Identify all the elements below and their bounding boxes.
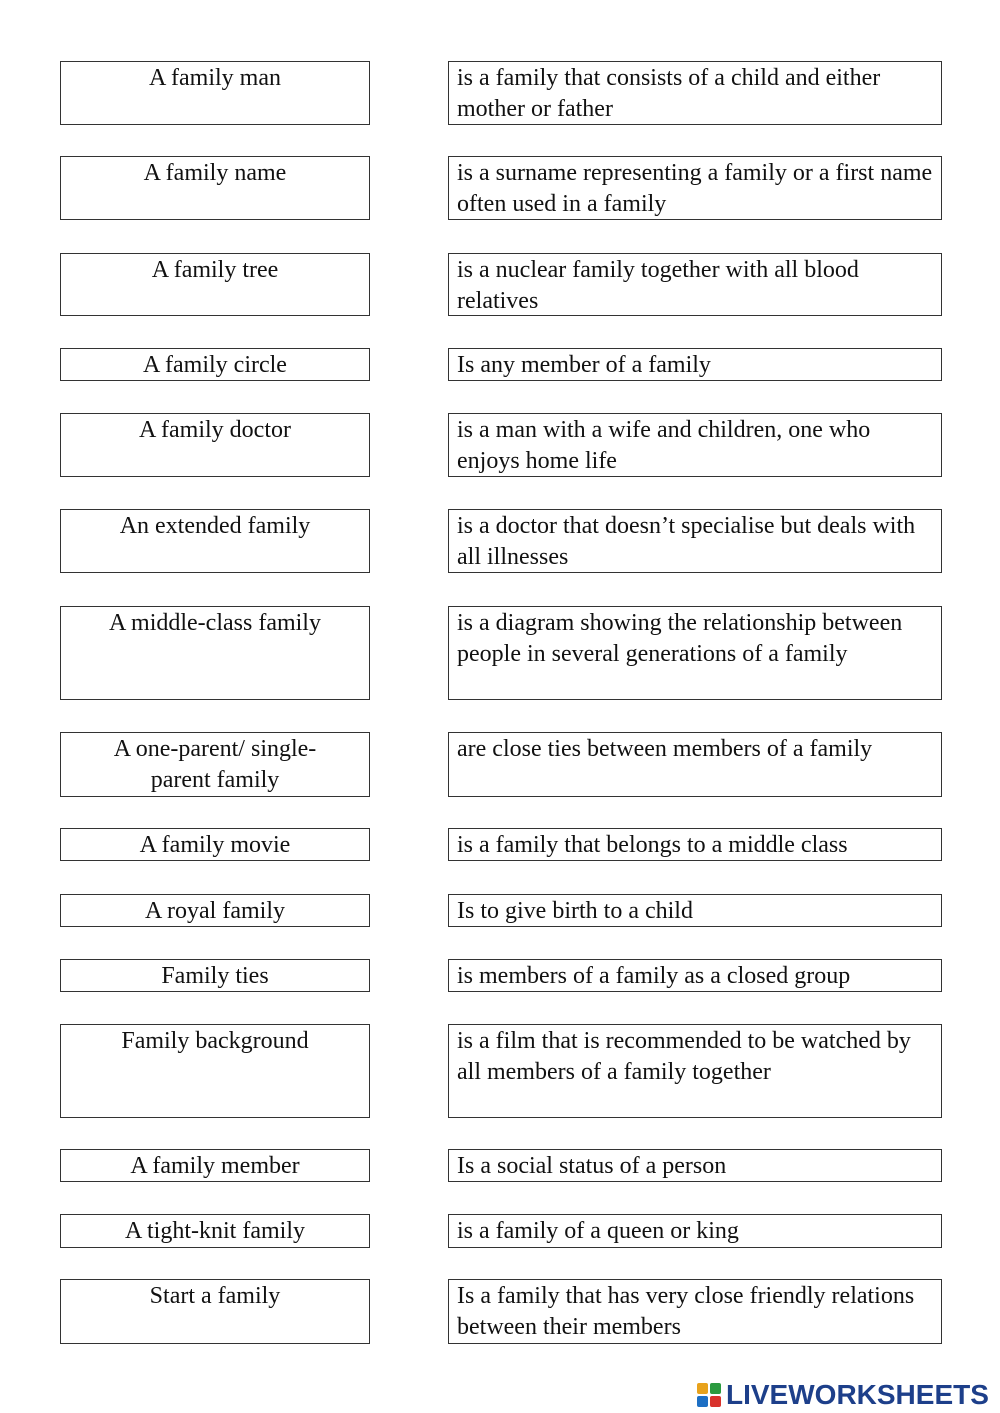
- definition-box-5[interactable]: is a man with a wife and children, one who enjoys home life: [448, 413, 942, 477]
- term-box-2[interactable]: A family name: [60, 156, 370, 220]
- definition-box-14[interactable]: is a family of a queen or king: [448, 1214, 942, 1248]
- term-box-7[interactable]: A middle-class family: [60, 606, 370, 700]
- term-box-3[interactable]: A family tree: [60, 253, 370, 316]
- liveworksheets-wordmark: LIVEWORKSHEETS: [726, 1379, 989, 1410]
- term-box-10[interactable]: A royal family: [60, 894, 370, 927]
- definition-box-7[interactable]: is a diagram showing the relationship between people in several generations of a family: [448, 606, 942, 700]
- term-box-8[interactable]: A one-parent/ single-parent family: [60, 732, 370, 797]
- definition-box-11[interactable]: is members of a family as a closed group: [448, 959, 942, 992]
- term-box-14[interactable]: A tight-knit family: [60, 1214, 370, 1248]
- term-box-11[interactable]: Family ties: [60, 959, 370, 992]
- definition-box-13[interactable]: Is a social status of a person: [448, 1149, 942, 1182]
- term-box-9[interactable]: A family movie: [60, 828, 370, 861]
- term-box-6[interactable]: An extended family: [60, 509, 370, 573]
- definition-box-8[interactable]: are close ties between members of a family: [448, 732, 942, 797]
- term-box-1[interactable]: A family man: [60, 61, 370, 125]
- term-box-13[interactable]: A family member: [60, 1149, 370, 1182]
- term-box-15[interactable]: Start a family: [60, 1279, 370, 1344]
- definition-box-12[interactable]: is a film that is recommended to be watched by all members of a family together: [448, 1024, 942, 1118]
- definition-box-10[interactable]: Is to give birth to a child: [448, 894, 942, 927]
- term-box-4[interactable]: A family circle: [60, 348, 370, 381]
- definition-box-2[interactable]: is a surname representing a family or a first name often used in a family: [448, 156, 942, 220]
- liveworksheets-logo-icon: [697, 1381, 723, 1409]
- definition-box-1[interactable]: is a family that consists of a child and either mother or father: [448, 61, 942, 125]
- definition-box-15[interactable]: Is a family that has very close friendly relations between their members: [448, 1279, 942, 1344]
- term-box-12[interactable]: Family background: [60, 1024, 370, 1118]
- definition-box-6[interactable]: is a doctor that doesn’t specialise but deals with all illnesses: [448, 509, 942, 573]
- liveworksheets-watermark: [697, 1378, 989, 1412]
- term-box-5[interactable]: A family doctor: [60, 413, 370, 477]
- definition-box-9[interactable]: is a family that belongs to a middle class: [448, 828, 942, 861]
- definition-box-4[interactable]: Is any member of a family: [448, 348, 942, 381]
- definition-box-3[interactable]: is a nuclear family together with all blood relatives: [448, 253, 942, 316]
